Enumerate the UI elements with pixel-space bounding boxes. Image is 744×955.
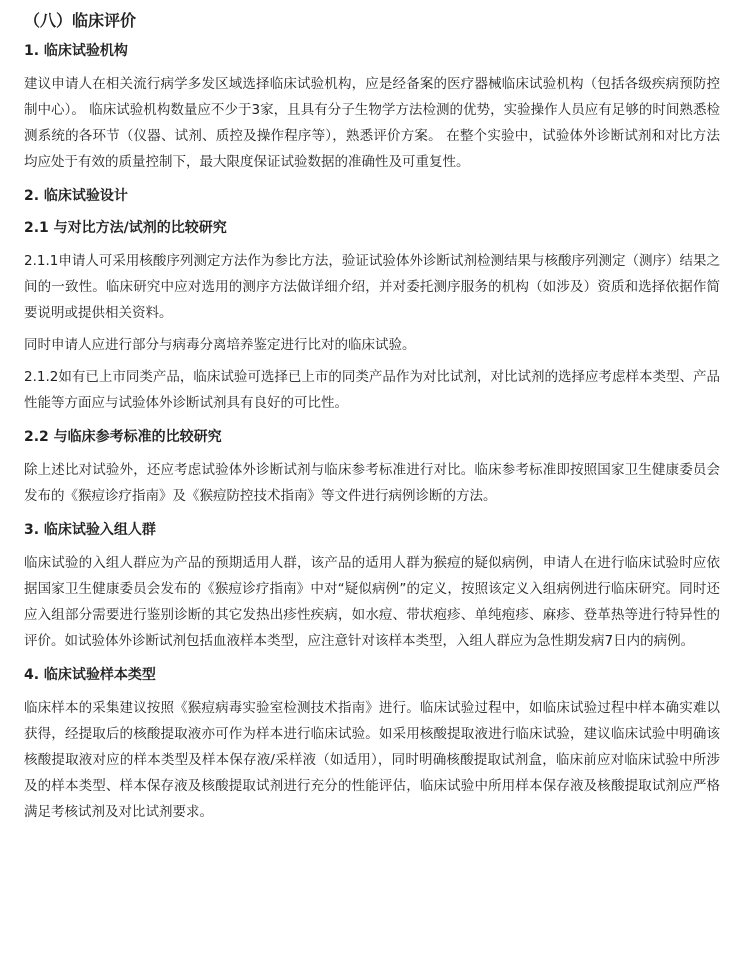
heading-enrolled-population: 3. 临床试验入组人群	[24, 522, 156, 538]
heading-sample-types: 4. 临床试验样本类型	[24, 667, 156, 683]
paragraph-enrolled-population: 临床试验的入组人群应为产品的预期适用人群，该产品的适用人群为猴痘的疑似病例，申请人在进行临床试验时应依据国家卫生健康委员会发布的《猴痘诊疗指南》中对“疑似病例”的定义，按照该定义入组病例进行临床研究。同时还应入组部分需要进行鉴别诊断的其它发热出疹性疾病，如水痘、带状疱疹、单纯疱疹、麻疹、登革热等进行特异性的评价。如试验体外诊断试剂包括血液样本类型，应注意针对该样本类型，入组人群应为急性期发病7日内的病例。	[24, 555, 720, 649]
paragraph-2-1-2: 2.1.2如有已上市同类产品，临床试验可选择已上市的同类产品作为对比试剂，对比试剂的选择应考虑样本类型、产品性能等方面应与试验体外诊断试剂具有良好的可比性。	[24, 369, 720, 411]
heading-clinical-trial-design: 2. 临床试验设计	[24, 188, 128, 204]
paragraph-reference-standard: 除上述比对试验外，还应考虑试验体外诊断试剂与临床参考标准进行对比。临床参考标准即按照国家卫生健康委员会发布的《猴痘诊疗指南》及《猴痘防控技术指南》等文件进行病例诊断的方法。	[24, 462, 720, 504]
section-title: （八）临床评价	[24, 11, 137, 30]
heading-comparison-with-reference-standard: 2.2 与临床参考标准的比较研究	[24, 429, 222, 445]
paragraph-institutions: 建议申请人在相关流行病学多发区域选择临床试验机构，应是经备案的医疗器械临床试验机构（包括各级疾病预防控制中心）。 临床试验机构数量应不少于3家，且具有分子生物学方法检测的优势，实验操作人员应有足够的时间熟悉检测系统的各环节（仪器、试剂、质控及操作程序等），熟悉评价方案。 在整个实验中，试验体外诊断试剂和对比方法均应处于有效的质量控制下，最大限度保证试验数据的准确性及可重复性。	[24, 76, 720, 170]
paragraph-2-1-1: 2.1.1申请人可采用核酸序列测定方法作为参比方法，验证试验体外诊断试剂检测结果与核酸序列测定（测序）结果之间的一致性。临床研究中应对选用的测序方法做详细介绍，并对委托测序服务的机构（如涉及）资质和选择依据作简要说明或提供相关资料。	[24, 253, 720, 321]
paragraph-virus-isolation: 同时申请人应进行部分与病毒分离培养鉴定进行比对的临床试验。	[24, 337, 416, 353]
heading-clinical-trial-institutions: 1. 临床试验机构	[24, 43, 128, 59]
heading-comparison-with-methods: 2.1 与对比方法/试剂的比较研究	[24, 220, 227, 236]
paragraph-sample-types: 临床样本的采集建议按照《猴痘病毒实验室检测技术指南》进行。临床试验过程中，如临床试验过程中样本确实难以获得，经提取后的核酸提取液亦可作为样本进行临床试验。如采用核酸提取液进行临床试验，建议临床试验中明确该核酸提取液对应的样本类型及样本保存液/采样液（如适用），同时明确核酸提取试剂盒，临床前应对临床试验中所涉及的样本类型、样本保存液及核酸提取试剂进行充分的性能评估，临床试验中所用样本保存液及核酸提取试剂应严格满足考核试剂及对比试剂要求。	[24, 700, 720, 820]
